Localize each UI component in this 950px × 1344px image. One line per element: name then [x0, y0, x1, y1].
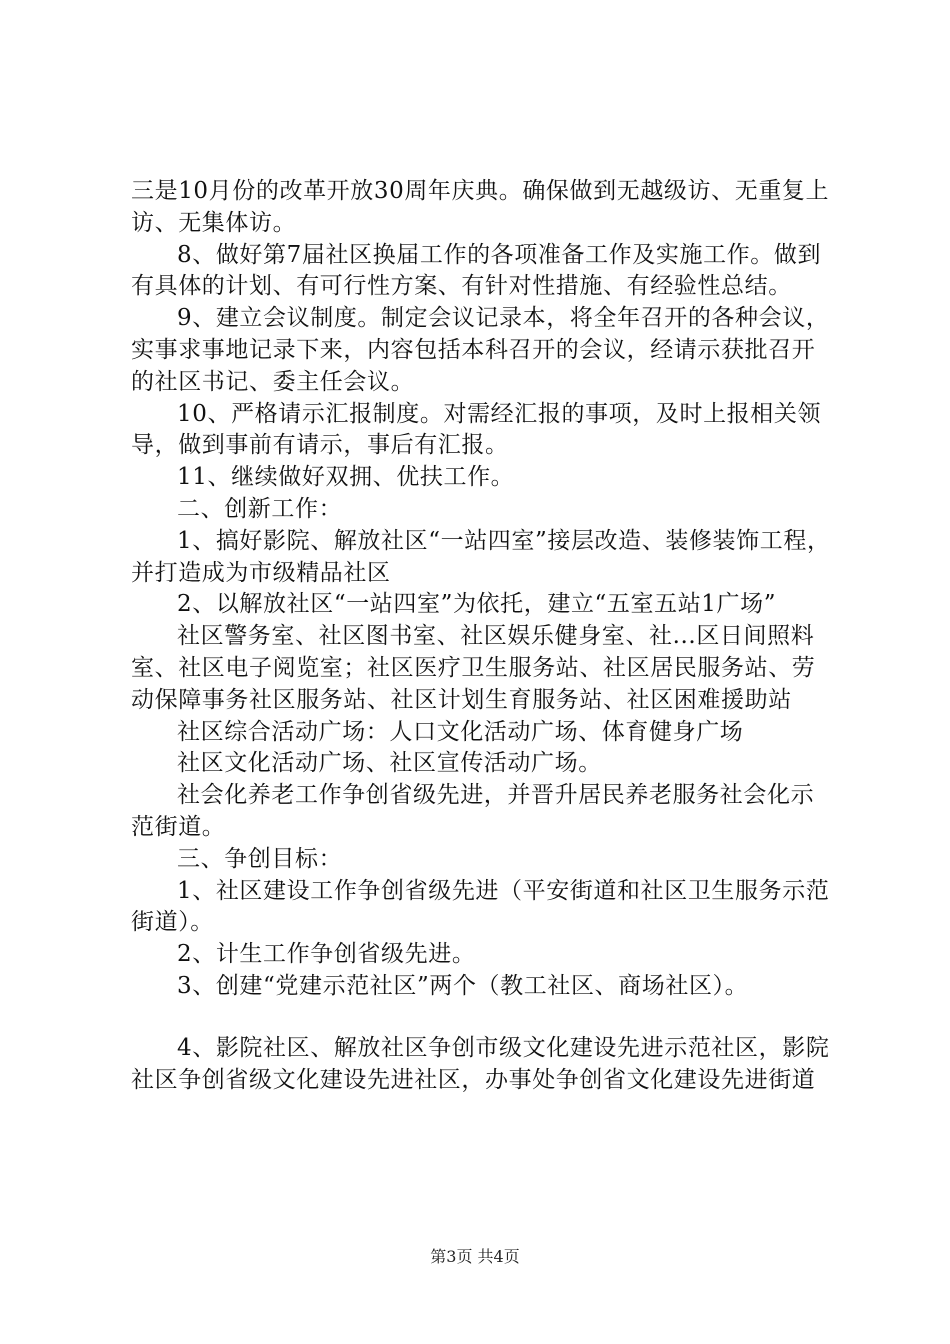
document-body [131, 176, 831, 1096]
section-heading: 三、争创目标： [177, 845, 343, 872]
paragraph: 2、以解放社区“一站四室”为依托，建立“五室五站1广场” [177, 591, 777, 618]
paragraph: 社会化养老工作争创省级先进，并晋升居民养老服务社会化示范街道。 [131, 782, 815, 840]
paragraph: 社区综合活动广场：人口文化活动广场、体育健身广场 [177, 718, 744, 745]
paragraph: 3、创建“党建示范社区”两个（教工社区、商场社区）。 [177, 972, 749, 999]
paragraph: 1、搞好影院、解放社区“一站四室”接层改造、装修装饰工程，并打造成为市级精品社区 [131, 527, 831, 586]
paragraph: 11、继续做好双拥、优扶工作。 [177, 464, 515, 491]
paragraph: 社区文化活动广场、社区宣传活动广场。 [177, 750, 602, 777]
paragraph: 社区警务室、社区图书室、社区娱乐健身室、社...区日间照料室、社区电子阅览室；社区医疗卫生服务站、社区居民服务站、劳动保障事务社区服务站、社区计划生育服务站、社区困难援助站 [131, 623, 816, 713]
page-footer: 第3页 共4页 [430, 1247, 520, 1266]
paragraph: 9、建立会议制度。制定会议记录本，将全年召开的各种会议，实事求事地记录下来，内容包括本科召开的会议，经请示获批召开的社区书记、委主任会议。 [131, 305, 830, 395]
paragraph: 2、计生工作争创省级先进。 [177, 941, 476, 968]
section-heading: 二、创新工作： [177, 495, 343, 522]
paragraph: 三是10月份的改革开放30周年庆典。确保做到无越级访、无重复上访、无集体访。 [131, 178, 830, 236]
paragraph: 8、做好第7届社区换届工作的各项准备工作及实施工作。做到有具体的计划、有可行性方案、有针对性措施、有经验性总结。 [131, 241, 822, 300]
paragraph: 1、社区建设工作争创省级先进（平安街道和社区卫生服务示范街道）。 [131, 877, 830, 936]
paragraph: 4、影院社区、解放社区争创市级文化建设先进示范社区，影院社区争创省级文化建设先进社区，办事处争创省文化建设先进街道 [131, 1034, 830, 1093]
paragraph: 10、严格请示汇报制度。对需经汇报的事项，及时上报相关领导，做到事前有请示，事后有汇报。 [131, 400, 822, 459]
